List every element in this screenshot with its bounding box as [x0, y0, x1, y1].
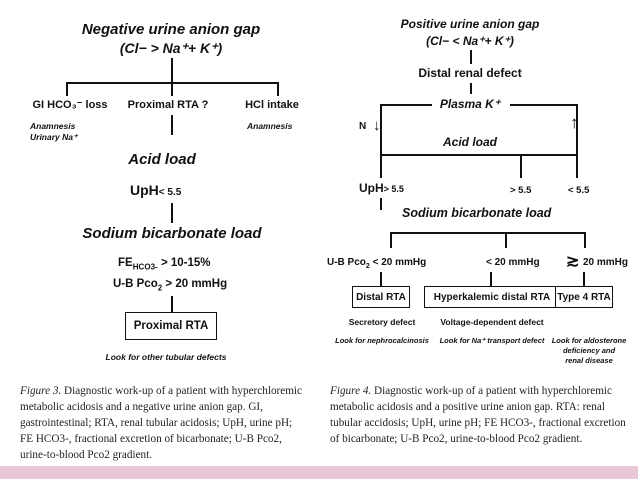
- type4-rta-box: [555, 286, 613, 308]
- connector: [380, 272, 382, 286]
- branch-gi-loss: GI HCO₃⁻ loss: [32, 99, 108, 111]
- type4-rta-label: Type 4 RTA: [557, 291, 611, 303]
- desc-distal: Secretory defect: [348, 317, 416, 327]
- n-label: N: [359, 121, 367, 132]
- desc-hyperkalemic: Voltage-dependent defect: [440, 317, 544, 327]
- left-uph-label: UpH: [130, 182, 159, 198]
- connector: [510, 104, 576, 106]
- right-acid-load: Acid load: [442, 135, 498, 149]
- mid-mmhg: < 20 mmHg: [486, 257, 540, 268]
- left-bicarb-load: Sodium bicarbonate load: [82, 225, 262, 242]
- left-acid-load: Acid load: [128, 151, 196, 168]
- right-uph: [359, 182, 404, 194]
- connector: [171, 203, 173, 223]
- left-uph: [130, 183, 181, 198]
- right-ub-label: U-B Pco: [327, 257, 366, 268]
- look-type4-line1: Look for aldosterone: [551, 336, 627, 345]
- left-uph-condition: < 5.5: [158, 187, 182, 198]
- connector: [505, 232, 507, 248]
- figure3-caption: [20, 383, 306, 463]
- hyperkalemic-distal-rta-box: [424, 286, 560, 308]
- connector: [490, 272, 492, 286]
- right-ub-condition: < 20 mmHg: [372, 257, 427, 268]
- connector: [520, 154, 522, 178]
- figure4-caption: [330, 383, 628, 447]
- ub-subscript: 2: [157, 283, 163, 293]
- look-hyperkalemic: Look for Na⁺ transport defect: [439, 336, 545, 345]
- fe-subscript: HCO3-: [132, 262, 158, 272]
- arrow-down-icon: ↓: [373, 117, 381, 134]
- hyperkalemic-distal-rta-label: Hyperkalemic distal RTA: [433, 291, 551, 303]
- figure3-text: Diagnostic work-up of a patient with hyperchloremic metabolic acidosis and a negative urine anion gap. GI, gastrointestinal; RTA, renal tubular acidosis; UpH, urine pH; FE HCO3-, fractional excretion of bicarbonate; U-B Pco2, urine-to-blood Pco2 gradient.: [20, 385, 303, 461]
- connector: [171, 58, 173, 82]
- left-footer-note: Look for other tubular defects: [105, 352, 227, 362]
- arrow-up-icon: ↑: [570, 113, 579, 132]
- distal-renal-defect: Distal renal defect: [418, 66, 522, 80]
- look-type4-line3: renal disease: [565, 356, 613, 365]
- left-fe-hco3: [118, 258, 211, 271]
- right-title: Positive urine anion gap: [400, 17, 540, 31]
- branch-gi-urinary-na: Urinary Na⁺: [30, 132, 78, 142]
- distal-rta-label: Distal RTA: [356, 291, 406, 303]
- right-ub-subscript: 2: [365, 263, 370, 270]
- figure4-label: Figure 4.: [330, 385, 372, 397]
- branch-gi-anamnesis: Anamnesis: [30, 121, 76, 131]
- mid-condition: > 5.5: [510, 185, 532, 196]
- branch-hcl-intake: HCl intake: [245, 99, 299, 111]
- right-uph-label: UpH: [359, 181, 384, 195]
- fe-condition: > 10-15%: [160, 257, 211, 269]
- approx-greater-icon: ≳: [566, 253, 580, 270]
- connector: [66, 82, 68, 96]
- connector: [380, 104, 432, 106]
- connector: [380, 154, 577, 156]
- connector: [390, 232, 392, 248]
- plasma-k: Plasma K⁺: [439, 97, 501, 111]
- connector: [171, 296, 173, 312]
- branch-proximal-rta: Proximal RTA ?: [127, 99, 209, 111]
- figure3-label: Figure 3.: [20, 385, 62, 397]
- left-ub-pco2: [113, 279, 227, 292]
- ub-label: U-B Pco: [113, 278, 158, 290]
- proximal-rta-label: Proximal RTA: [133, 320, 209, 332]
- connector: [171, 82, 173, 96]
- left-title: Negative urine anion gap: [81, 21, 261, 38]
- look-distal: Look for nephrocalcinosis: [335, 336, 429, 345]
- left-title-condition: (Cl− > Na⁺+ K⁺): [119, 40, 223, 56]
- right-condition: < 5.5: [568, 185, 590, 196]
- bottom-accent-bar: [0, 466, 638, 479]
- connector: [277, 82, 279, 96]
- connector: [584, 232, 586, 248]
- right-mmhg: 20 mmHg: [583, 257, 629, 268]
- right-bicarb-load: Sodium bicarbonate load: [402, 206, 552, 220]
- connector: [390, 232, 585, 234]
- connector: [576, 154, 578, 178]
- right-title-condition: (Cl− < Na⁺+ K⁺): [426, 34, 514, 48]
- right-ub-pco2: [327, 258, 426, 270]
- connector: [470, 50, 472, 64]
- branch-hcl-anamnesis: Anamnesis: [247, 121, 293, 131]
- ub-condition: > 20 mmHg: [165, 278, 228, 290]
- connector: [380, 154, 382, 178]
- figure4-text: Diagnostic work-up of a patient with hyperchloremic metabolic acidosis and a positive urine anion gap. RTA: renal tubular accidosis; UpH, urine pH; FE HCO3-, fractional excretion of bicarbonate; U-B Pco2, urine-to-blood Pco2 gradient.: [330, 385, 626, 445]
- distal-rta-box: [352, 286, 410, 308]
- proximal-rta-box: [125, 312, 217, 340]
- connector: [583, 272, 585, 286]
- connector: [171, 115, 173, 135]
- connector: [470, 83, 472, 94]
- look-type4-line2: deficiency and: [562, 346, 616, 355]
- connector: [380, 198, 382, 210]
- right-uph-condition: > 5.5: [383, 184, 404, 194]
- fe-label: FE: [118, 257, 133, 269]
